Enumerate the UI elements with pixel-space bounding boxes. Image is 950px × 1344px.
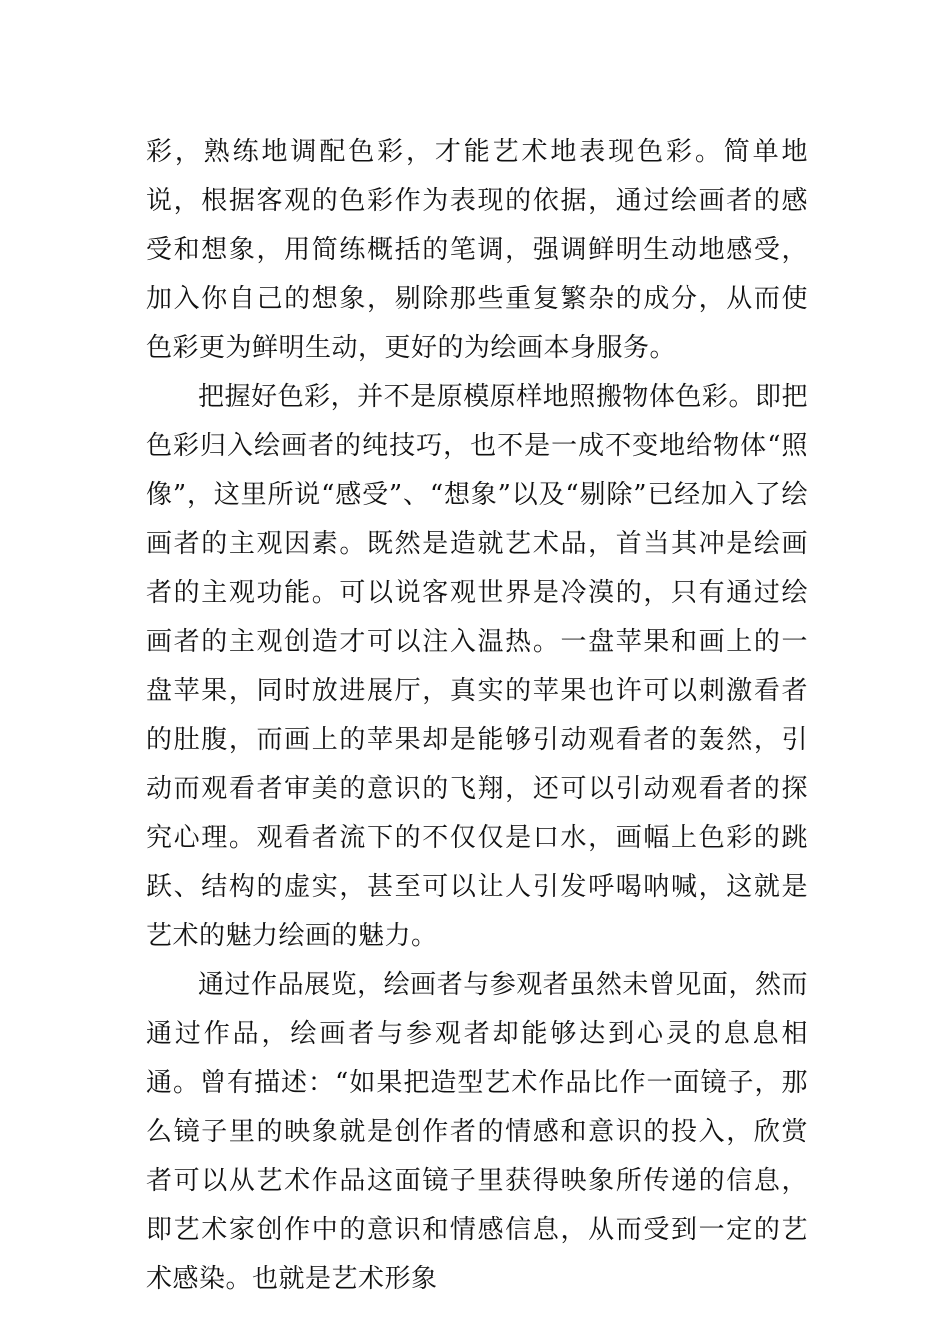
paragraph-3: 通过作品展览，绘画者与参观者虽然未曾见面，然而通过作品，绘画者与参观者却能够达到心灵的息息相通。曾有描述：“如果把造型艺术作品比作一面镜子，那么镜子里的映象就是创作者的情感和意识的投入，欣赏者可以从艺术作品这面镜子里获得映象所传递的信息，即艺术家创作中的意识和情感信息，从而受到一定的艺术感染。也就是艺术形象 — [146, 970, 808, 1294]
paragraph-1: 彩，熟练地调配色彩，才能艺术地表现色彩。简单地说，根据客观的色彩作为表现的依据，通过绘画者的感受和想象，用简练概括的笔调，强调鲜明生动地感受，加入你自己的想象，剔除那些重复繁杂的成分，从而使色彩更为鲜明生动，更好的为绘画本身服务。 — [146, 137, 808, 363]
paragraph-2: 把握好色彩，并不是原模原样地照搬物体色彩。即把色彩归入绘画者的纯技巧，也不是一成不变地给物体“照像”，这里所说“感受”、“想象”以及“剔除”已经加入了绘画者的主观因素。既然是造就艺术品，首当其冲是绘画者的主观功能。可以说客观世界是冷漠的，只有通过绘画者的主观创造才可以注入温热。一盘苹果和画上的一盘苹果，同时放进展厅，真实的苹果也许可以刺激看者的肚腹，而画上的苹果却是能够引动观看者的轰然，引动而观看者审美的意识的飞翔，还可以引动观看者的探究心理。观看者流下的不仅仅是口水，画幅上色彩的跳跃、结构的虚实，甚至可以让人引发呼喝呐喊，这就是艺术的魅力绘画的魅力。 — [146, 382, 808, 951]
document-body — [146, 128, 808, 1304]
